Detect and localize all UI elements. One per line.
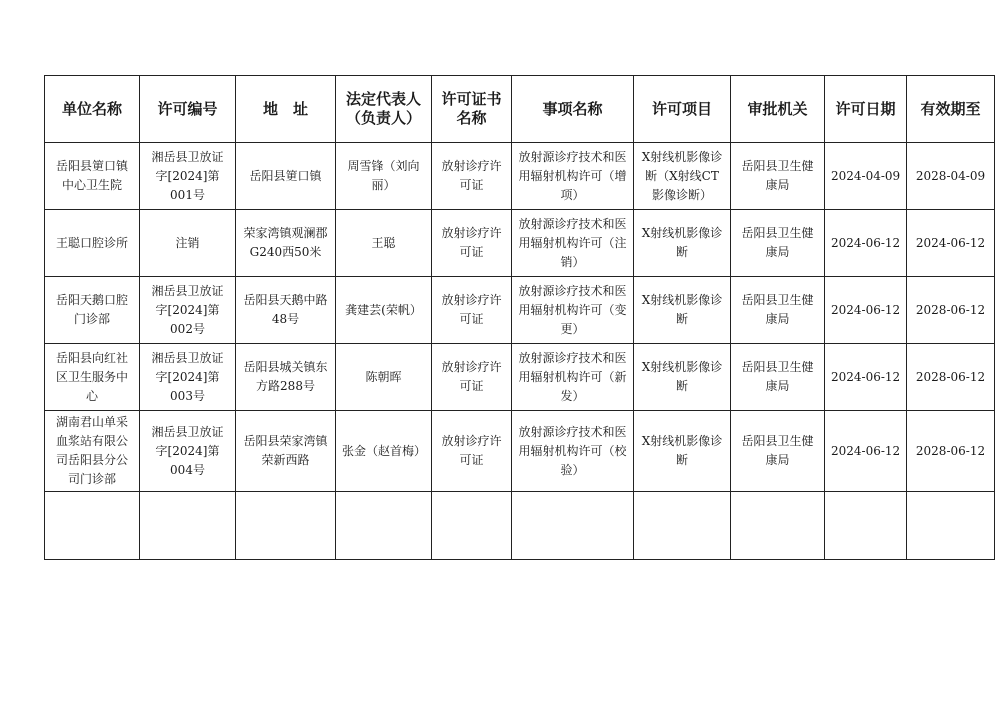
cell-permit-item: X射线机影像诊断 <box>634 210 731 277</box>
cell-legal-rep: 王聪 <box>336 210 432 277</box>
empty-cell <box>236 492 336 560</box>
cell-address: 岳阳县筻口镇 <box>236 143 336 210</box>
col-header-permit-date: 许可日期 <box>825 76 907 143</box>
cell-permit-date: 2024-04-09 <box>825 143 907 210</box>
cell-permit-date: 2024-06-12 <box>825 411 907 492</box>
table-row <box>45 411 995 492</box>
header-row <box>45 76 995 143</box>
cell-item-name: 放射源诊疗技术和医用辐射机构许可（新发） <box>512 344 634 411</box>
cell-certificate-name: 放射诊疗许可证 <box>432 143 512 210</box>
cell-address: 岳阳县荣家湾镇荣新西路 <box>236 411 336 492</box>
empty-cell <box>432 492 512 560</box>
col-header-certificate-name: 许可证书名称 <box>432 76 512 143</box>
cell-permit-date: 2024-06-12 <box>825 344 907 411</box>
table-row <box>45 277 995 344</box>
cell-legal-rep: 张金（赵首梅） <box>336 411 432 492</box>
cell-item-name: 放射源诊疗技术和医用辐射机构许可（校验） <box>512 411 634 492</box>
cell-unit-name: 岳阳天鹅口腔门诊部 <box>45 277 140 344</box>
empty-table-row <box>45 492 995 560</box>
permit-table <box>44 75 995 560</box>
table-row <box>45 210 995 277</box>
cell-permit-item: X射线机影像诊断 <box>634 411 731 492</box>
cell-item-name: 放射源诊疗技术和医用辐射机构许可（注销） <box>512 210 634 277</box>
cell-permit-date: 2024-06-12 <box>825 210 907 277</box>
cell-valid-until: 2028-06-12 <box>907 411 995 492</box>
cell-valid-until: 2028-06-12 <box>907 344 995 411</box>
empty-cell <box>140 492 236 560</box>
cell-permit-item: X射线机影像诊断 <box>634 344 731 411</box>
cell-legal-rep: 龚建芸(荣帆） <box>336 277 432 344</box>
cell-unit-name: 岳阳县筻口镇中心卫生院 <box>45 143 140 210</box>
table-row <box>45 344 995 411</box>
cell-address: 岳阳县城关镇东方路288号 <box>236 344 336 411</box>
cell-valid-until: 2024-06-12 <box>907 210 995 277</box>
cell-certificate-name: 放射诊疗许可证 <box>432 411 512 492</box>
empty-cell <box>336 492 432 560</box>
empty-cell <box>731 492 825 560</box>
cell-authority: 岳阳县卫生健康局 <box>731 411 825 492</box>
col-header-address: 地 址 <box>236 76 336 143</box>
col-header-authority: 审批机关 <box>731 76 825 143</box>
cell-permit-number: 注销 <box>140 210 236 277</box>
col-header-permit-number: 许可编号 <box>140 76 236 143</box>
cell-item-name: 放射源诊疗技术和医用辐射机构许可（增项） <box>512 143 634 210</box>
col-header-legal-rep: 法定代表人（负责人） <box>336 76 432 143</box>
cell-permit-number: 湘岳县卫放证字[2024]第001号 <box>140 143 236 210</box>
cell-valid-until: 2028-04-09 <box>907 143 995 210</box>
empty-cell <box>907 492 995 560</box>
cell-address: 岳阳县天鹅中路48号 <box>236 277 336 344</box>
col-header-item-name: 事项名称 <box>512 76 634 143</box>
table-row <box>45 143 995 210</box>
cell-legal-rep: 陈朝晖 <box>336 344 432 411</box>
empty-cell <box>825 492 907 560</box>
empty-cell <box>634 492 731 560</box>
cell-unit-name: 王聪口腔诊所 <box>45 210 140 277</box>
cell-authority: 岳阳县卫生健康局 <box>731 344 825 411</box>
cell-certificate-name: 放射诊疗许可证 <box>432 210 512 277</box>
cell-certificate-name: 放射诊疗许可证 <box>432 344 512 411</box>
cell-certificate-name: 放射诊疗许可证 <box>432 277 512 344</box>
cell-authority: 岳阳县卫生健康局 <box>731 277 825 344</box>
col-header-valid-until: 有效期至 <box>907 76 995 143</box>
cell-permit-item: X射线机影像诊断（X射线CT影像诊断） <box>634 143 731 210</box>
col-header-unit-name: 单位名称 <box>45 76 140 143</box>
cell-legal-rep: 周雪锋（刘向丽） <box>336 143 432 210</box>
cell-authority: 岳阳县卫生健康局 <box>731 143 825 210</box>
col-header-permit-item: 许可项目 <box>634 76 731 143</box>
cell-permit-number: 湘岳县卫放证字[2024]第004号 <box>140 411 236 492</box>
cell-valid-until: 2028-06-12 <box>907 277 995 344</box>
cell-permit-date: 2024-06-12 <box>825 277 907 344</box>
cell-unit-name: 湖南君山单采血浆站有限公司岳阳县分公司门诊部 <box>45 411 140 492</box>
cell-address: 荣家湾镇观澜郡G240西50米 <box>236 210 336 277</box>
empty-cell <box>45 492 140 560</box>
cell-unit-name: 岳阳县向红社区卫生服务中心 <box>45 344 140 411</box>
cell-item-name: 放射源诊疗技术和医用辐射机构许可（变更） <box>512 277 634 344</box>
cell-permit-number: 湘岳县卫放证字[2024]第002号 <box>140 277 236 344</box>
cell-authority: 岳阳县卫生健康局 <box>731 210 825 277</box>
cell-permit-number: 湘岳县卫放证字[2024]第003号 <box>140 344 236 411</box>
cell-permit-item: X射线机影像诊断 <box>634 277 731 344</box>
empty-cell <box>512 492 634 560</box>
